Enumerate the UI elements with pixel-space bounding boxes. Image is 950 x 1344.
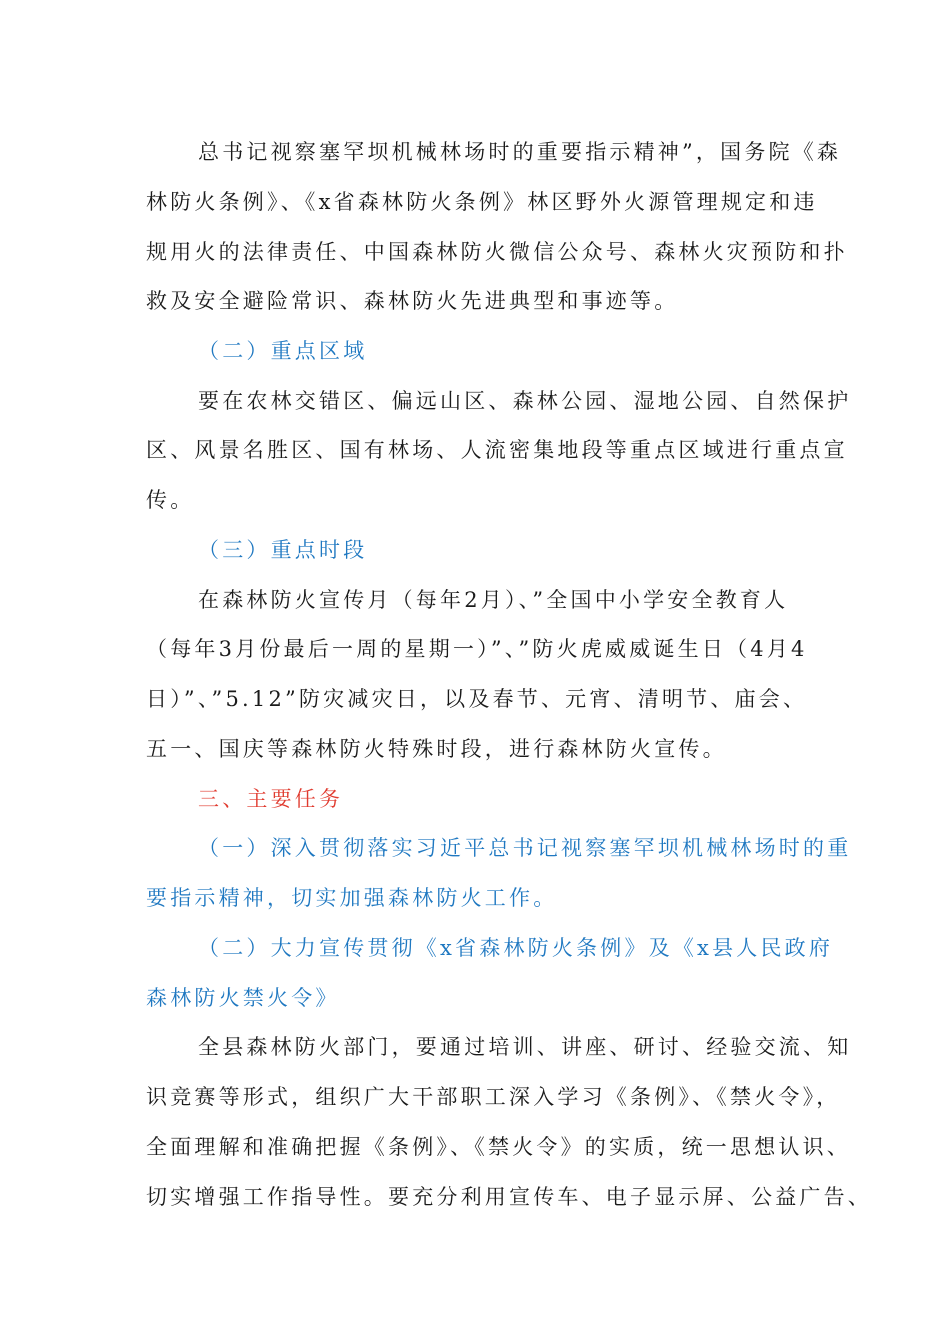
body-text-line: 传。: [146, 488, 195, 512]
body-text-line: 识竞赛等形式，组织广大干部职工深入学习《条例》、《禁火令》，: [146, 1085, 841, 1109]
section-heading-key-areas: （二）重点区域: [198, 339, 368, 363]
body-text-line: 日）”、”5.12”防灾减灾日，以及春节、元宵、清明节、庙会、: [146, 687, 808, 711]
body-text-line: 救及安全避险常识、森林防火先进典型和事迹等。: [146, 289, 679, 313]
body-text-line: 总书记视察塞罕坝机械林场时的重要指示精神”，国务院《森: [198, 140, 842, 164]
body-text-line: 全县森林防火部门，要通过培训、讲座、研讨、经验交流、知: [198, 1035, 852, 1059]
section-heading-main-tasks: 三、主要任务: [198, 787, 344, 811]
body-text-line: 切实增强工作指导性。要充分利用宣传车、电子显示屏、公益广告、: [146, 1185, 872, 1209]
body-text-line: 要在农林交错区、偏远山区、森林公园、湿地公园、自然保护: [198, 389, 852, 413]
subheading-line: 森林防火禁火令》: [146, 986, 340, 1010]
body-text-line: 林防火条例》、《x省森林防火条例》林区野外火源管理规定和违: [146, 190, 818, 214]
section-heading-key-periods: （三）重点时段: [198, 538, 368, 562]
body-text-line: 区、风景名胜区、国有林场、人流密集地段等重点区域进行重点宣: [146, 438, 848, 462]
body-text-line: 五一、国庆等森林防火特殊时段，进行森林防火宣传。: [146, 737, 727, 761]
body-text-line: 在森林防火宣传月（每年2月）、”全国中小学安全教育人: [198, 588, 789, 612]
body-text-line: （每年3月份最后一周的星期一）”、”防火虎威威诞生日（4月4: [146, 637, 808, 661]
subheading-line: （二）大力宣传贯彻《x省森林防火条例》及《x县人民政府: [198, 936, 834, 960]
subheading-line: 要指示精神，切实加强森林防火工作。: [146, 886, 558, 910]
body-text-line: 规用火的法律责任、中国森林防火微信公众号、森林火灾预防和扑: [146, 240, 848, 264]
body-text-line: 全面理解和准确把握《条例》、《禁火令》的实质，统一思想认识、: [146, 1135, 851, 1159]
subheading-line: （一）深入贯彻落实习近平总书记视察塞罕坝机械林场时的重: [198, 836, 852, 860]
